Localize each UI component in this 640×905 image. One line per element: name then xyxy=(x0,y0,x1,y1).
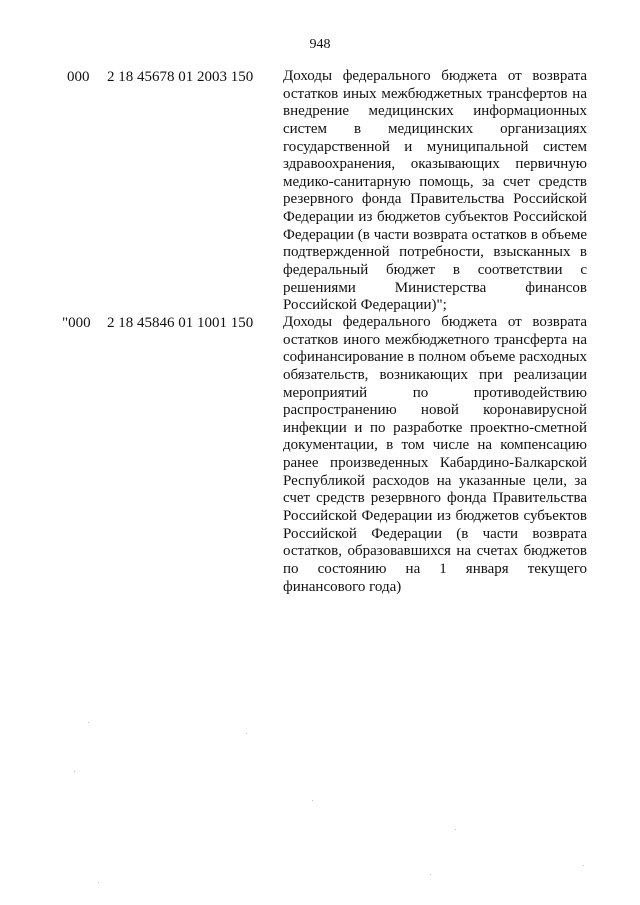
scan-speck xyxy=(312,800,313,801)
scan-speck xyxy=(430,874,431,875)
administrator-code: "000 xyxy=(62,315,91,331)
description-line: Российской Федерации)"; xyxy=(283,297,447,314)
description-line: решениями Министерства финансов xyxy=(283,279,587,296)
description-line: финансового года) xyxy=(283,578,402,595)
description-line: государственной и муниципальной систем xyxy=(283,138,587,155)
description-line: остатков иных межбюджетных трансфертов на xyxy=(283,85,587,102)
scan-speck xyxy=(455,829,456,830)
description-line: Федерации (в части возврата остатков в объеме xyxy=(283,226,587,243)
scan-speck xyxy=(88,722,89,723)
description-line: здравоохранения, оказывающих первичную xyxy=(283,156,587,173)
scan-speck xyxy=(74,771,75,772)
description-line: обязательств, возникающих при реализации xyxy=(283,366,587,383)
description-line: Доходы федерального бюджета от возврата xyxy=(283,314,587,330)
description-line: остатков, образовавшихся на счетах бюджетов xyxy=(283,543,587,560)
scan-speck xyxy=(98,882,99,883)
income-classification-code: 2 18 45846 01 1001 150 xyxy=(107,315,254,331)
description-line: систем в медицинских организациях xyxy=(283,120,587,137)
description-line: Доходы федерального бюджета от возврата xyxy=(283,68,587,84)
description-line: внедрение медицинских информационных xyxy=(283,103,587,120)
description-line: Российской Федерации из бюджетов субъектов xyxy=(283,508,587,525)
income-classification-code: 2 18 45678 01 2003 150 xyxy=(107,69,254,85)
description-line: счет средств резервного фонда Правительства xyxy=(283,490,587,507)
administrator-code: 000 xyxy=(67,69,90,85)
description-line: по состоянию на 1 января текущего xyxy=(283,560,587,577)
description-line: Российской Федерации (в части возврата xyxy=(283,525,587,542)
description-line: Федерации из бюджетов субъектов Российской xyxy=(283,209,587,226)
description-line: софинансирование в полном объеме расходных xyxy=(283,349,587,366)
description-line: остатков иного межбюджетного трансферта на xyxy=(283,331,587,348)
description-line: Республикой расходов на указанные цели, за xyxy=(283,472,587,489)
income-description xyxy=(283,68,587,315)
description-line: подтвержденной потребности, взысканных в xyxy=(283,244,587,261)
description-line: документации, в том числе на компенсацию xyxy=(283,437,587,454)
description-line: ранее произведенных Кабардино-Балкарской xyxy=(283,455,587,472)
scan-speck xyxy=(583,865,584,866)
page-number: 948 xyxy=(309,37,331,52)
description-line: медико-санитарную помощь, за счет средств xyxy=(283,173,587,190)
description-line: резервного фонда Правительства Российской xyxy=(283,191,587,208)
description-line: федеральный бюджет в соответствии с xyxy=(283,262,587,279)
income-description xyxy=(283,314,587,596)
description-line: инфекции и по разработке проектно-сметной xyxy=(283,419,587,436)
description-line: мероприятий по противодействию xyxy=(283,384,587,401)
description-line: распространению новой коронавирусной xyxy=(283,402,587,419)
scan-speck xyxy=(246,733,247,734)
